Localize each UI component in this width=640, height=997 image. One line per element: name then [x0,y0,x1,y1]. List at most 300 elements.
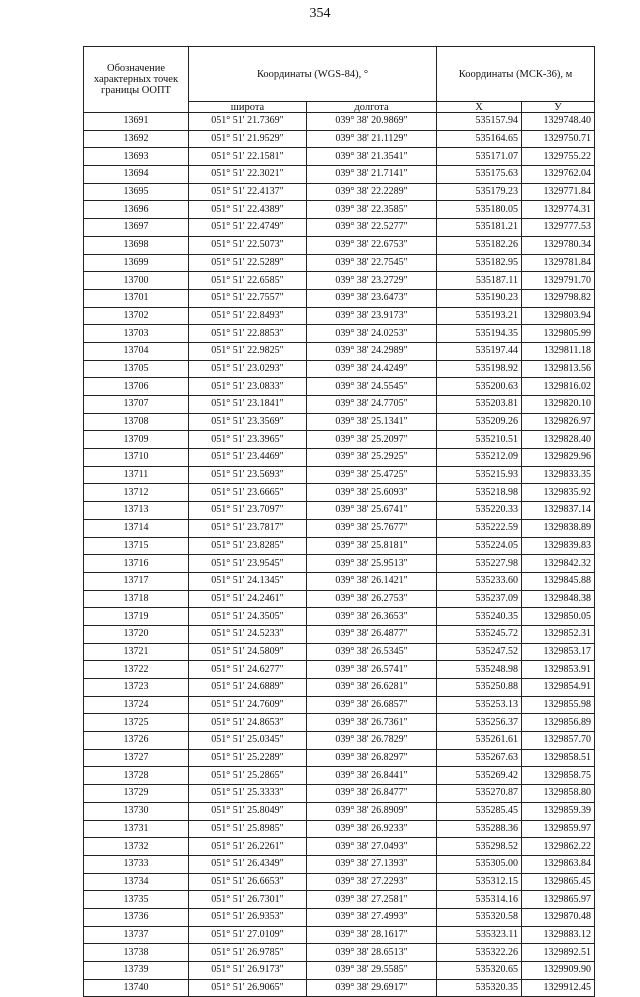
point-number: 13706 [84,378,189,396]
point-number: 13715 [84,537,189,555]
latitude-cell: 051° 51' 22.8853" [189,325,307,343]
table-row [84,236,595,254]
point-number: 13701 [84,289,189,307]
longitude-cell: 039° 38' 22.2289" [307,183,437,201]
x-cell: 535209.26 [437,413,522,431]
point-number: 13714 [84,519,189,537]
table-row [84,130,595,148]
point-number: 13697 [84,219,189,237]
latitude-cell: 051° 51' 23.7097" [189,502,307,520]
point-number: 13730 [84,802,189,820]
y-cell: 1329870.48 [522,908,595,926]
latitude-cell: 051° 51' 24.8653" [189,714,307,732]
header-y: У [522,102,595,113]
table-row [84,625,595,643]
x-cell: 535164.65 [437,130,522,148]
y-cell: 1329839.83 [522,537,595,555]
x-cell: 535322.26 [437,944,522,962]
table-row [84,201,595,219]
latitude-cell: 051° 51' 24.2461" [189,590,307,608]
x-cell: 535261.61 [437,732,522,750]
point-number: 13713 [84,502,189,520]
x-cell: 535193.21 [437,307,522,325]
y-cell: 1329859.97 [522,820,595,838]
longitude-cell: 039° 38' 26.8297" [307,749,437,767]
point-number: 13729 [84,785,189,803]
x-cell: 535298.52 [437,838,522,856]
y-cell: 1329748.40 [522,113,595,131]
y-cell: 1329848.38 [522,590,595,608]
y-cell: 1329865.45 [522,873,595,891]
point-number: 13703 [84,325,189,343]
point-number: 13720 [84,625,189,643]
x-cell: 535227.98 [437,555,522,573]
x-cell: 535240.35 [437,608,522,626]
y-cell: 1329856.89 [522,714,595,732]
latitude-cell: 051° 51' 26.7301" [189,891,307,909]
header-latitude: широта [189,102,307,113]
y-cell: 1329837.14 [522,502,595,520]
y-cell: 1329853.17 [522,643,595,661]
table-row [84,113,595,131]
y-cell: 1329828.40 [522,431,595,449]
y-cell: 1329855.98 [522,696,595,714]
y-cell: 1329909.90 [522,962,595,980]
table-row [84,254,595,272]
x-cell: 535248.98 [437,661,522,679]
latitude-cell: 051° 51' 22.4389" [189,201,307,219]
table-row [84,820,595,838]
longitude-cell: 039° 38' 21.1129" [307,130,437,148]
latitude-cell: 051° 51' 21.9529" [189,130,307,148]
header-wgs84: Координаты (WGS-84), ° [189,47,437,102]
longitude-cell: 039° 38' 25.9513" [307,555,437,573]
point-number: 13710 [84,449,189,467]
y-cell: 1329850.05 [522,608,595,626]
latitude-cell: 051° 51' 22.8493" [189,307,307,325]
table-row [84,502,595,520]
y-cell: 1329826.97 [522,413,595,431]
latitude-cell: 051° 51' 22.4749" [189,219,307,237]
y-cell: 1329771.84 [522,183,595,201]
latitude-cell: 051° 51' 23.1841" [189,396,307,414]
point-number: 13734 [84,873,189,891]
latitude-cell: 051° 51' 23.4469" [189,449,307,467]
longitude-cell: 039° 38' 28.1617" [307,926,437,944]
latitude-cell: 051° 51' 25.0345" [189,732,307,750]
y-cell: 1329803.94 [522,307,595,325]
x-cell: 535215.93 [437,466,522,484]
latitude-cell: 051° 51' 25.2289" [189,749,307,767]
table-row [84,608,595,626]
latitude-cell: 051° 51' 26.4349" [189,855,307,873]
x-cell: 535288.36 [437,820,522,838]
y-cell: 1329833.35 [522,466,595,484]
x-cell: 535203.81 [437,396,522,414]
table-row [84,979,595,997]
table-row [84,413,595,431]
table-row [84,855,595,873]
table-row [84,166,595,184]
longitude-cell: 039° 38' 27.0493" [307,838,437,856]
latitude-cell: 051° 51' 25.8049" [189,802,307,820]
table-row [84,555,595,573]
point-number: 13708 [84,413,189,431]
point-number: 13735 [84,891,189,909]
table-row [84,926,595,944]
point-number: 13722 [84,661,189,679]
table-row [84,679,595,697]
longitude-cell: 039° 38' 25.2097" [307,431,437,449]
table-row [84,183,595,201]
longitude-cell: 039° 38' 27.2293" [307,873,437,891]
y-cell: 1329762.04 [522,166,595,184]
longitude-cell: 039° 38' 25.2925" [307,449,437,467]
longitude-cell: 039° 38' 28.6513" [307,944,437,962]
point-number: 13727 [84,749,189,767]
latitude-cell: 051° 51' 22.4137" [189,183,307,201]
latitude-cell: 051° 51' 23.6665" [189,484,307,502]
y-cell: 1329857.70 [522,732,595,750]
latitude-cell: 051° 51' 26.2261" [189,838,307,856]
x-cell: 535181.21 [437,219,522,237]
y-cell: 1329842.32 [522,555,595,573]
table-row [84,908,595,926]
point-number: 13698 [84,236,189,254]
latitude-cell: 051° 51' 26.9173" [189,962,307,980]
point-number: 13732 [84,838,189,856]
y-cell: 1329813.56 [522,360,595,378]
table-row [84,272,595,290]
x-cell: 535267.63 [437,749,522,767]
point-number: 13712 [84,484,189,502]
point-number: 13726 [84,732,189,750]
table-row [84,360,595,378]
longitude-cell: 039° 38' 24.0253" [307,325,437,343]
point-number: 13709 [84,431,189,449]
y-cell: 1329853.91 [522,661,595,679]
latitude-cell: 051° 51' 22.9825" [189,342,307,360]
table-row [84,307,595,325]
x-cell: 535212.09 [437,449,522,467]
x-cell: 535182.26 [437,236,522,254]
header-point-designation: Обозначение характерных точек границы ООПТ [84,47,189,113]
y-cell: 1329780.34 [522,236,595,254]
longitude-cell: 039° 38' 26.6857" [307,696,437,714]
header-msk36: Координаты (МСК-36), м [437,47,595,102]
point-number: 13694 [84,166,189,184]
longitude-cell: 039° 38' 23.6473" [307,289,437,307]
x-cell: 535224.05 [437,537,522,555]
y-cell: 1329811.18 [522,342,595,360]
x-cell: 535220.33 [437,502,522,520]
longitude-cell: 039° 38' 22.3585" [307,201,437,219]
x-cell: 535222.59 [437,519,522,537]
y-cell: 1329912.45 [522,979,595,997]
table-row [84,944,595,962]
point-number: 13707 [84,396,189,414]
longitude-cell: 039° 38' 27.4993" [307,908,437,926]
x-cell: 535190.23 [437,289,522,307]
point-number: 13724 [84,696,189,714]
y-cell: 1329798.82 [522,289,595,307]
longitude-cell: 039° 38' 25.1341" [307,413,437,431]
x-cell: 535179.23 [437,183,522,201]
point-number: 13691 [84,113,189,131]
x-cell: 535253.13 [437,696,522,714]
table-row [84,378,595,396]
longitude-cell: 039° 38' 25.8181" [307,537,437,555]
longitude-cell: 039° 38' 25.6741" [307,502,437,520]
longitude-cell: 039° 38' 26.5345" [307,643,437,661]
table-row [84,519,595,537]
latitude-cell: 051° 51' 24.5809" [189,643,307,661]
longitude-cell: 039° 38' 26.5741" [307,661,437,679]
x-cell: 535245.72 [437,625,522,643]
longitude-cell: 039° 38' 26.6281" [307,679,437,697]
x-cell: 535171.07 [437,148,522,166]
longitude-cell: 039° 38' 21.3541" [307,148,437,166]
point-number: 13693 [84,148,189,166]
y-cell: 1329774.31 [522,201,595,219]
longitude-cell: 039° 38' 26.8909" [307,802,437,820]
latitude-cell: 051° 51' 22.6585" [189,272,307,290]
table-row [84,342,595,360]
x-cell: 535250.88 [437,679,522,697]
longitude-cell: 039° 38' 22.5277" [307,219,437,237]
table-row [84,148,595,166]
latitude-cell: 051° 51' 27.0109" [189,926,307,944]
latitude-cell: 051° 51' 26.9353" [189,908,307,926]
y-cell: 1329791.70 [522,272,595,290]
point-number: 13721 [84,643,189,661]
y-cell: 1329816.02 [522,378,595,396]
y-cell: 1329892.51 [522,944,595,962]
y-cell: 1329858.51 [522,749,595,767]
table-row [84,466,595,484]
x-cell: 535198.92 [437,360,522,378]
x-cell: 535180.05 [437,201,522,219]
longitude-cell: 039° 38' 26.9233" [307,820,437,838]
point-number: 13718 [84,590,189,608]
longitude-cell: 039° 38' 26.3653" [307,608,437,626]
table-row [84,749,595,767]
latitude-cell: 051° 51' 23.3965" [189,431,307,449]
table-body [84,113,595,997]
x-cell: 535320.65 [437,962,522,980]
table-row [84,643,595,661]
coordinates-table [83,46,595,997]
x-cell: 535197.44 [437,342,522,360]
longitude-cell: 039° 38' 24.2989" [307,342,437,360]
x-cell: 535256.37 [437,714,522,732]
point-number: 13705 [84,360,189,378]
y-cell: 1329863.84 [522,855,595,873]
longitude-cell: 039° 38' 24.7705" [307,396,437,414]
table-row [84,802,595,820]
point-number: 13738 [84,944,189,962]
y-cell: 1329820.10 [522,396,595,414]
table-row [84,449,595,467]
x-cell: 535237.09 [437,590,522,608]
longitude-cell: 039° 38' 21.7141" [307,166,437,184]
x-cell: 535285.45 [437,802,522,820]
latitude-cell: 051° 51' 23.0833" [189,378,307,396]
x-cell: 535270.87 [437,785,522,803]
point-number: 13737 [84,926,189,944]
latitude-cell: 051° 51' 22.5073" [189,236,307,254]
point-number: 13725 [84,714,189,732]
x-cell: 535269.42 [437,767,522,785]
longitude-cell: 039° 38' 22.6753" [307,236,437,254]
latitude-cell: 051° 51' 24.6277" [189,661,307,679]
point-number: 13716 [84,555,189,573]
point-number: 13717 [84,572,189,590]
longitude-cell: 039° 38' 29.6917" [307,979,437,997]
y-cell: 1329883.12 [522,926,595,944]
table-row [84,696,595,714]
header-longitude: долгота [307,102,437,113]
longitude-cell: 039° 38' 27.1393" [307,855,437,873]
y-cell: 1329865.97 [522,891,595,909]
latitude-cell: 051° 51' 23.5693" [189,466,307,484]
x-cell: 535323.11 [437,926,522,944]
longitude-cell: 039° 38' 25.6093" [307,484,437,502]
table-row [84,891,595,909]
x-cell: 535182.95 [437,254,522,272]
x-cell: 535210.51 [437,431,522,449]
y-cell: 1329829.96 [522,449,595,467]
longitude-cell: 039° 38' 26.8477" [307,785,437,803]
x-cell: 535157.94 [437,113,522,131]
table-row [84,767,595,785]
point-number: 13702 [84,307,189,325]
point-number: 13740 [84,979,189,997]
point-number: 13739 [84,962,189,980]
longitude-cell: 039° 38' 26.8441" [307,767,437,785]
longitude-cell: 039° 38' 26.1421" [307,572,437,590]
table-row [84,590,595,608]
y-cell: 1329777.53 [522,219,595,237]
table-row [84,572,595,590]
latitude-cell: 051° 51' 24.7609" [189,696,307,714]
latitude-cell: 051° 51' 24.3505" [189,608,307,626]
x-cell: 535187.11 [437,272,522,290]
x-cell: 535305.00 [437,855,522,873]
point-number: 13699 [84,254,189,272]
point-number: 13696 [84,201,189,219]
table-row [84,661,595,679]
point-number: 13728 [84,767,189,785]
latitude-cell: 051° 51' 25.8985" [189,820,307,838]
x-cell: 535200.63 [437,378,522,396]
table-row [84,962,595,980]
x-cell: 535320.58 [437,908,522,926]
table-row [84,431,595,449]
latitude-cell: 051° 51' 24.1345" [189,572,307,590]
table-row [84,873,595,891]
longitude-cell: 039° 38' 26.2753" [307,590,437,608]
latitude-cell: 051° 51' 23.8285" [189,537,307,555]
longitude-cell: 039° 38' 26.7361" [307,714,437,732]
table-row [84,396,595,414]
x-cell: 535194.35 [437,325,522,343]
y-cell: 1329854.91 [522,679,595,697]
latitude-cell: 051° 51' 23.0293" [189,360,307,378]
y-cell: 1329845.88 [522,572,595,590]
longitude-cell: 039° 38' 23.9173" [307,307,437,325]
table-row [84,785,595,803]
latitude-cell: 051° 51' 22.5289" [189,254,307,272]
point-number: 13711 [84,466,189,484]
latitude-cell: 051° 51' 25.3333" [189,785,307,803]
point-number: 13733 [84,855,189,873]
x-cell: 535218.98 [437,484,522,502]
longitude-cell: 039° 38' 24.5545" [307,378,437,396]
header-x: X [437,102,522,113]
table-row [84,484,595,502]
latitude-cell: 051° 51' 22.1581" [189,148,307,166]
longitude-cell: 039° 38' 27.2581" [307,891,437,909]
y-cell: 1329755.22 [522,148,595,166]
latitude-cell: 051° 51' 26.6653" [189,873,307,891]
y-cell: 1329838.89 [522,519,595,537]
latitude-cell: 051° 51' 22.7557" [189,289,307,307]
table-row [84,325,595,343]
x-cell: 535233.60 [437,572,522,590]
latitude-cell: 051° 51' 23.7817" [189,519,307,537]
latitude-cell: 051° 51' 23.3569" [189,413,307,431]
x-cell: 535312.15 [437,873,522,891]
y-cell: 1329781.84 [522,254,595,272]
y-cell: 1329750.71 [522,130,595,148]
longitude-cell: 039° 38' 23.2729" [307,272,437,290]
latitude-cell: 051° 51' 26.9065" [189,979,307,997]
longitude-cell: 039° 38' 26.4877" [307,625,437,643]
x-cell: 535320.35 [437,979,522,997]
y-cell: 1329862.22 [522,838,595,856]
longitude-cell: 039° 38' 29.5585" [307,962,437,980]
point-number: 13719 [84,608,189,626]
x-cell: 535314.16 [437,891,522,909]
y-cell: 1329852.31 [522,625,595,643]
longitude-cell: 039° 38' 24.4249" [307,360,437,378]
table-row [84,219,595,237]
point-number: 13700 [84,272,189,290]
table-row [84,714,595,732]
point-number: 13723 [84,679,189,697]
latitude-cell: 051° 51' 21.7369" [189,113,307,131]
latitude-cell: 051° 51' 22.3021" [189,166,307,184]
point-number: 13731 [84,820,189,838]
latitude-cell: 051° 51' 24.5233" [189,625,307,643]
y-cell: 1329859.39 [522,802,595,820]
latitude-cell: 051° 51' 25.2865" [189,767,307,785]
longitude-cell: 039° 38' 20.9869" [307,113,437,131]
latitude-cell: 051° 51' 26.9785" [189,944,307,962]
table-row [84,732,595,750]
table-row [84,537,595,555]
y-cell: 1329858.75 [522,767,595,785]
y-cell: 1329805.99 [522,325,595,343]
longitude-cell: 039° 38' 25.4725" [307,466,437,484]
x-cell: 535175.63 [437,166,522,184]
page-number: 354 [309,6,331,21]
y-cell: 1329858.80 [522,785,595,803]
point-number: 13695 [84,183,189,201]
point-number: 13704 [84,342,189,360]
longitude-cell: 039° 38' 26.7829" [307,732,437,750]
